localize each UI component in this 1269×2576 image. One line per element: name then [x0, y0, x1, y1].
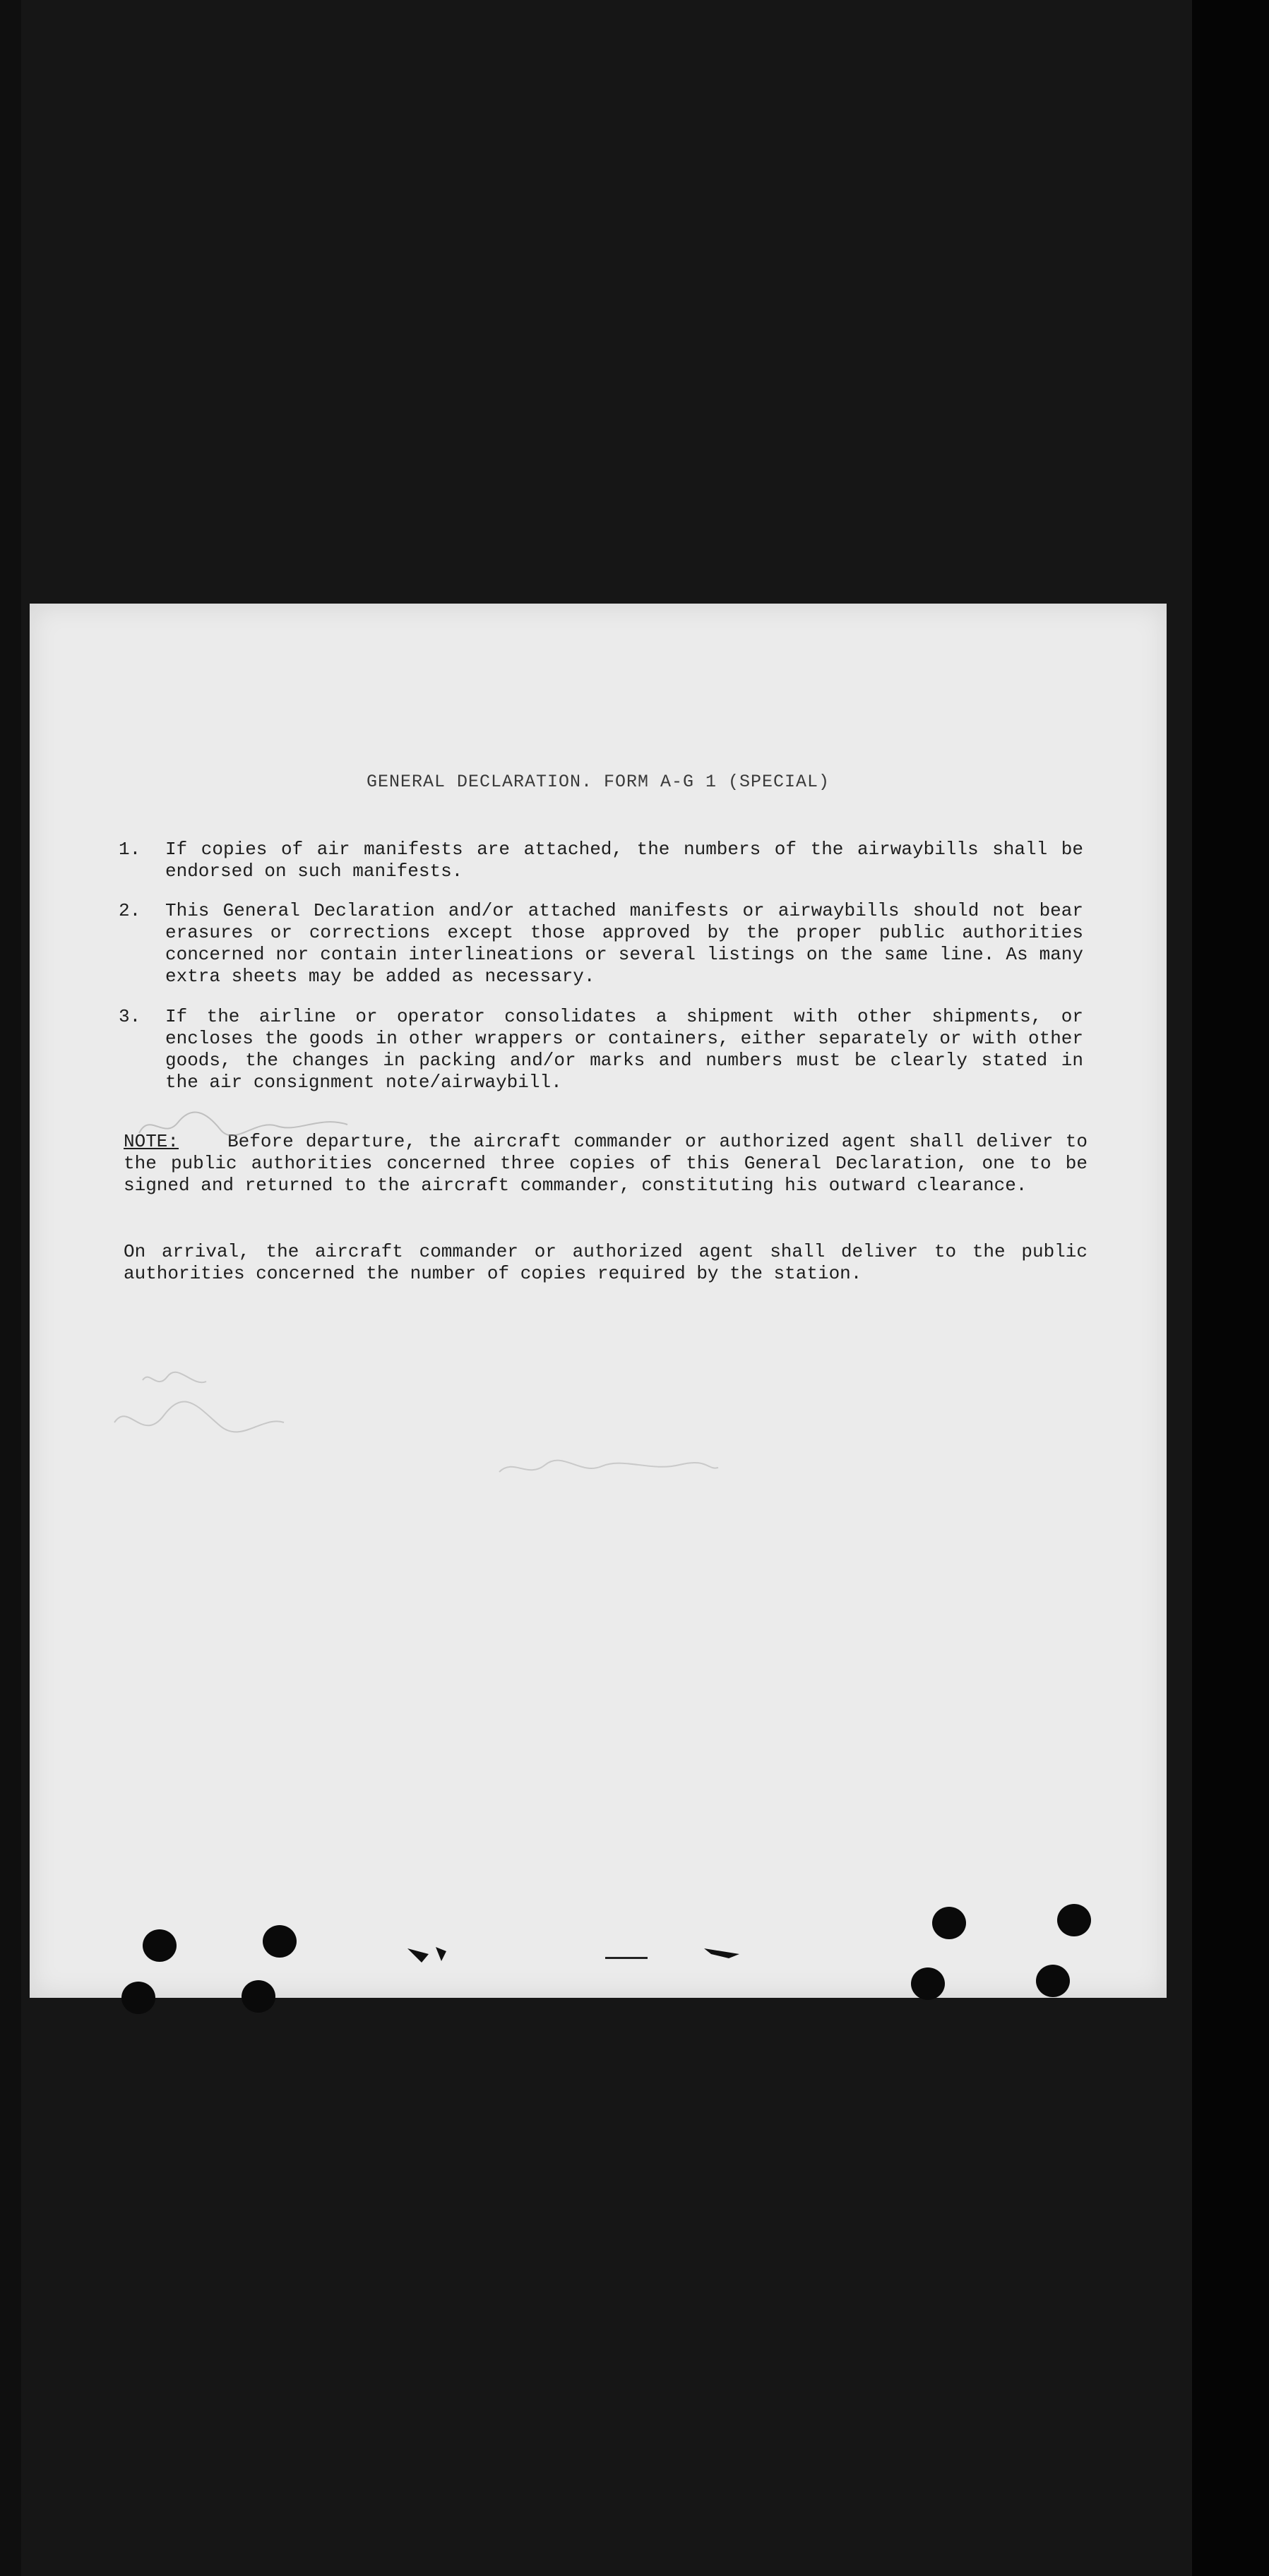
item-number: 1. [119, 839, 141, 860]
note-label: NOTE: [124, 1131, 179, 1152]
punch-hole [932, 1907, 966, 1939]
item-number: 2. [119, 900, 141, 921]
punch-hole [911, 1967, 945, 2000]
item-text: If copies of air manifests are attached, the numbers of the airwaybills shall be endorsed on such manifests. [165, 839, 1083, 882]
item-text: This General Declaration and/or attached manifests or airwaybills should not bear erasures or corrections except those approved by the proper public authorities concerned nor contain interlineations or several listings on the same line. As many extra sheets may be added as necessary. [165, 900, 1083, 987]
handwriting-mark [496, 1451, 722, 1486]
punch-hole [263, 1925, 297, 1958]
handwriting-mark [100, 1366, 355, 1458]
punch-hole [121, 1982, 155, 2014]
film-border-left [0, 0, 21, 2576]
punch-hole [242, 1980, 275, 2013]
torn-edge-mark [407, 1941, 831, 1977]
handwriting-mark [136, 1105, 390, 1147]
document-page [30, 604, 1167, 1998]
punch-hole [1036, 1965, 1070, 1997]
item-number: 3. [119, 1006, 141, 1027]
film-border-right [1192, 0, 1269, 2576]
document-title: GENERAL DECLARATION. FORM A-G 1 (SPECIAL) [366, 772, 830, 792]
item-text: If the airline or operator consolidates a shipment with other shipments, or encloses the goods in other wrappers or containers, either separately or with other goods, the changes in packing and/or marks and numbers must be clearly stated in the air consignment note/airwaybill. [165, 1006, 1083, 1093]
punch-hole [143, 1929, 177, 1962]
note-text: Before departure, the aircraft commander or authorized agent shall deliver to the public authorities concerned three copies of this General Declaration, one to be signed and returned to the aircraft commander, constituting his outward clearance. [124, 1131, 1088, 1196]
arrival-paragraph [124, 1241, 1088, 1285]
punch-hole [1057, 1904, 1091, 1936]
arrival-text: On arrival, the aircraft commander or authorized agent shall deliver to the public authorities concerned the number of copies required by the station. [124, 1241, 1088, 1284]
